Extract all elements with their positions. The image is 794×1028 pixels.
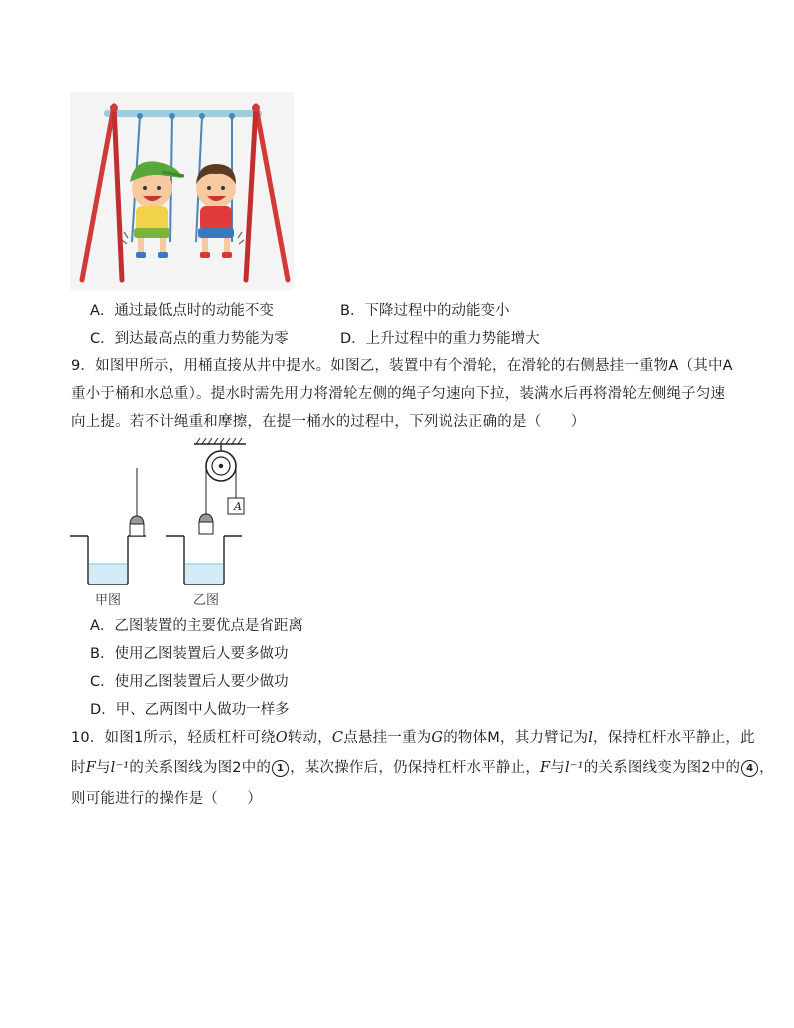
figure-yi-caption: 乙图: [193, 593, 220, 608]
q8-option-c: C．到达最高点的重力势能为零: [90, 331, 289, 347]
q9-option-c: C．使用乙图装置后人要少做功: [90, 674, 289, 690]
swing-illustration: [70, 92, 294, 290]
weight-a-label: A: [234, 500, 242, 513]
q8-option-b: B．下降过程中的动能变小: [340, 303, 510, 319]
q9-option-a: A．乙图装置的主要优点是省距离: [90, 618, 303, 634]
q9-option-d: D．甲、乙两图中人做功一样多: [90, 702, 290, 718]
q9-option-b: B．使用乙图装置后人要多做功: [90, 646, 289, 662]
swing-drawing: [70, 92, 294, 290]
q9-stem-line-3: 向上提。若不计绳重和摩擦，在提一桶水的过程中，下列说法正确的是（ ）: [71, 414, 586, 430]
q10-stem-line-2: 时F与l⁻¹的关系图线为图2中的 1 ，某次操作后，仍保持杠杆水平静止，F与l⁻¹的关系图线变为图2中的 4 ，: [71, 760, 774, 776]
q8-option-d: D．上升过程中的重力势能增大: [340, 331, 540, 347]
well-pulley-figure: [66, 436, 256, 588]
q8-option-a: A．通过最低点时的动能不变: [90, 303, 274, 319]
swing-top-bar: [104, 110, 262, 117]
circled-number-1: 1: [272, 760, 289, 777]
q9-stem-line-1: 9．如图甲所示，用桶直接从井中提水。如图乙，装置中有个滑轮，在滑轮的右侧悬挂一重物A（其中A: [71, 358, 733, 374]
well-pulley-drawing: [66, 436, 256, 588]
q10-stem-line-1: 10．如图1所示，轻质杠杆可绕O转动，C点悬挂一重为G的物体M，其力臂记为l，保持杠杆水平静止，此: [71, 730, 755, 746]
q9-stem-line-2: 重小于桶和水总重）。提水时需先用力将滑轮左侧的绳子匀速向下拉，装满水后再将滑轮左侧绳子匀速: [71, 386, 726, 402]
circled-number-4: 4: [741, 760, 758, 777]
figure-jia-caption: 甲图: [95, 593, 122, 608]
q10-stem-line-3: 则可能进行的操作是（ ）: [71, 791, 263, 807]
